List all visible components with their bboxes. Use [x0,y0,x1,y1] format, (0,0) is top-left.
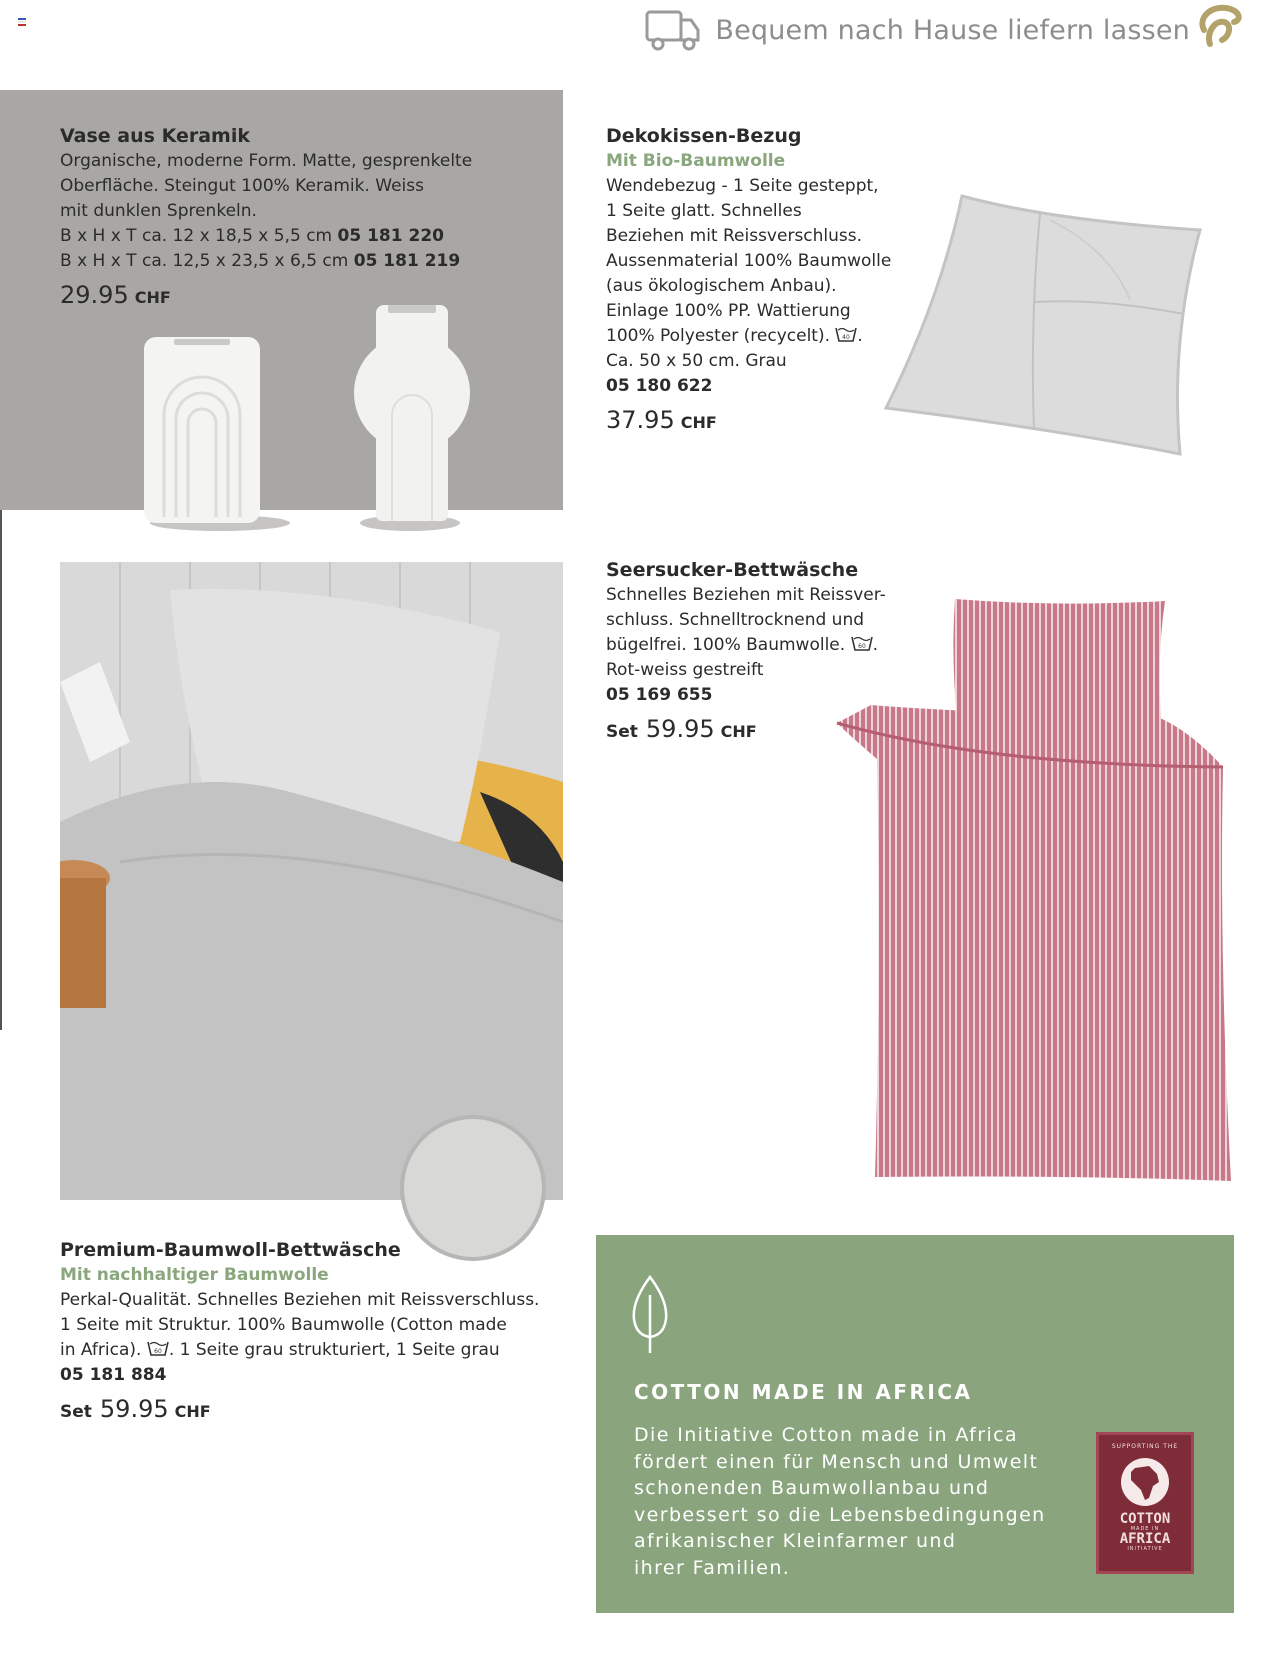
tchibo-bean-logo [1196,4,1244,48]
premium-info [60,1238,580,1427]
seersucker-image[interactable] [835,595,1245,1195]
seersucker-description-part2: . Rot-weiss gestreift [606,635,878,680]
vase-price-value: 29.95 [60,281,129,309]
premium-price [60,1394,580,1427]
leaf-icon [630,1275,670,1355]
divider [0,510,2,1030]
wash-60-icon [147,1339,169,1357]
vase-size-large-dims: B x H x T ca. 12,5 x 23,5 x 6,5 cm [60,251,349,271]
premium-subtitle: Mit nachhaltiger Baumwolle [60,1265,329,1285]
cushion-price-value: 37.95 [606,406,675,434]
language-flag-icon[interactable] [18,18,26,26]
wash-40-icon [835,325,857,343]
cmia-badge-initiative: INITIATIVE [1127,1546,1163,1552]
premium-sku: 05 181 884 [60,1365,167,1385]
wash-60-label: 60 [857,643,866,650]
vase-currency: CHF [134,288,171,307]
premium-title: Premium-Baumwoll-Bettwäsche [60,1239,401,1261]
cushion-currency: CHF [680,413,717,432]
seersucker-sku: 05 169 655 [606,685,713,705]
premium-description-part2: . 1 Seite grau strukturiert, 1 Seite grau [168,1340,500,1360]
cmia-title: COTTON MADE IN AFRICA [634,1380,973,1404]
cmia-text: Die Initiative Cotton made in Africa fördert einen für Mensch und Umwelt schonenden Baumwollanbau und verbessert so die Lebensbedingungen afrikanischer Kleinfarmer und ihrer Familien. [634,1424,1046,1579]
vase-description: Organische, moderne Form. Matte, gesprenkelte Oberfläche. Steingut 100% Keramik. Weiss mit dunklen Sprenkeln. [60,151,473,221]
premium-bedding-image[interactable] [60,562,563,1200]
premium-set-label: Set [60,1402,92,1422]
truck-icon [645,8,701,52]
cushion-description-part1: Wendebezug - 1 Seite gesteppt, 1 Seite glatt. Schnelles Beziehen mit Reissverschluss. Aussenmaterial 100% Baumwolle (aus ökologischem Anbau). Einlage 100% PP. Wattierung 100% Polyester (recycelt). [606,176,892,346]
vase-image[interactable] [130,295,490,535]
cmia-badge-africa: AFRICA [1119,1531,1171,1547]
cmia-badge-top: SUPPORTING THE [1111,1443,1179,1450]
vase-size-large [60,249,540,274]
seersucker-price-value: 59.95 [645,715,715,743]
vase-sku-small: 05 181 220 [337,226,444,246]
seersucker-description-part1: Schnelles Beziehen mit Reissver- schluss. Schnelltrocknend und bügelfrei. 100% Baumwolle. [606,585,886,655]
cushion-description-part2: . Ca. 50 x 50 cm. Grau [606,326,863,371]
wash-60-label: 60 [154,1348,162,1355]
seersucker-title: Seersucker-Bettwäsche [606,559,859,581]
cmia-badge-cotton: COTTON [1119,1511,1171,1527]
cmia-badge-logo [1096,1432,1194,1574]
vase-size-small-dims: B x H x T ca. 12 x 18,5 x 5,5 cm [60,226,333,246]
wash-40-label: 40 [842,334,851,341]
cushion-description [606,174,906,374]
cushion-title: Dekokissen-Bezug [606,125,802,147]
cushion-info [606,124,906,438]
premium-description-part1: Perkal-Qualität. Schnelles Beziehen mit Reissverschluss. 1 Seite mit Struktur. 100% Baumwolle (Cotton made in Africa). [60,1290,540,1360]
seersucker-set-label: Set [606,722,638,742]
vase-size-small [60,224,540,249]
delivery-tagline: Bequem nach Hause liefern lassen [715,14,1190,46]
delivery-banner[interactable] [645,8,1190,52]
premium-currency: CHF [174,1402,211,1421]
cushion-price [606,405,906,438]
cmia-badge-made-in: MADE IN [1130,1526,1160,1532]
africa-map-icon [1119,1456,1171,1508]
cushion-subtitle: Mit Bio-Baumwolle [606,151,786,171]
vase-title: Vase aus Keramik [60,125,250,147]
cushion-image[interactable] [880,190,1220,460]
cushion-sku: 05 180 622 [606,376,713,396]
vase-info [60,124,540,313]
vase-sku-large: 05 181 219 [353,251,461,271]
premium-price-value: 59.95 [99,1395,169,1423]
premium-description [60,1288,580,1363]
seersucker-currency: CHF [720,722,757,741]
